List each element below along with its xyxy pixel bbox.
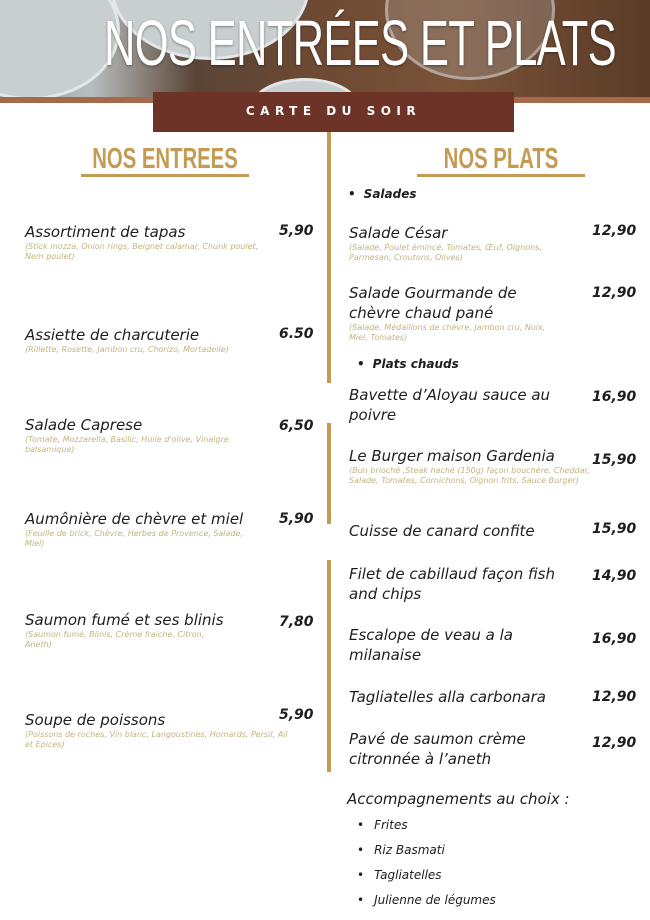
item-desc: (Stick mozza, Onion rings, Beignet calamar, Chunk poulet, Nem poulet): [25, 242, 259, 261]
item-name: Aumônière de chèvre et miel: [25, 510, 244, 528]
item-name: Cuisse de canard confite: [349, 522, 535, 540]
page-title: NOS ENTRÉES ET PLATS: [104, 7, 616, 79]
item-price: 12,90: [592, 735, 637, 751]
item-name: Saumon fumé et ses blinis: [25, 611, 224, 629]
item-price: 15,90: [592, 452, 637, 468]
menu-item: [349, 521, 589, 541]
item-desc: (Tomate, Mozzarella, Basilic, Huile d'olive, Vinaigre balsamique): [25, 435, 229, 454]
subheading-salades: • Salades: [348, 187, 417, 201]
item-name: Salade Gourmande de chèvre chaud pané: [349, 284, 517, 322]
menu-item: [25, 710, 290, 750]
plats-heading: NOS PLATS: [417, 144, 585, 177]
item-price: 16,90: [592, 631, 637, 647]
item-price: 6.50: [279, 326, 314, 342]
side-item: • Frites: [357, 818, 408, 832]
item-price: 12,90: [592, 223, 637, 239]
item-desc: (Saumon fumé, Blinis, Crème fraiche, Citron, Aneth): [25, 630, 205, 649]
menu-item: [25, 610, 255, 650]
menu-item: [349, 385, 574, 425]
divider: [327, 423, 331, 524]
menu-item: [349, 729, 569, 769]
item-desc: (Poissons de roches, Vin blanc, Langoustines, Homards, Persil, Ail et Epices): [25, 730, 288, 749]
entrees-heading: NOS ENTREES: [81, 144, 249, 177]
item-name: Soupe de poissons: [25, 711, 166, 729]
menu-item: [25, 325, 285, 355]
divider: [327, 132, 331, 383]
item-name: Salade Caprese: [25, 416, 143, 434]
item-price: 12,90: [592, 689, 637, 705]
menu-item: [349, 564, 559, 604]
item-name: Le Burger maison Gardenia: [349, 447, 555, 465]
item-name: Escalope de veau a la milanaise: [349, 626, 514, 664]
menu-item: [349, 283, 549, 343]
item-name: Filet de cabillaud façon fish and chips: [349, 565, 555, 603]
item-name: Pavé de saumon crème citronnée à l’aneth: [349, 730, 526, 768]
side-item: • Tagliatelles: [357, 868, 442, 882]
menu-item: [349, 625, 549, 665]
item-name: Tagliatelles alla carbonara: [349, 688, 546, 706]
item-desc: (Rillette, Rosette, Jambon cru, Chorizo, Mortadelle): [25, 345, 229, 354]
side-item: • Riz Basmati: [357, 843, 445, 857]
item-name: Salade César: [349, 224, 448, 242]
item-price: 15,90: [592, 521, 637, 537]
plate-image: [0, 0, 120, 98]
item-name: Assiette de charcuterie: [25, 326, 200, 344]
item-price: 5,90: [279, 707, 314, 723]
subheading-plats-chauds: • Plats chauds: [357, 357, 459, 371]
item-price: 5,90: [279, 223, 314, 239]
item-desc: (Salade, Médaillons de chèvre, Jambon cru, Noix, Miel, Tomates): [349, 323, 546, 342]
item-price: 6,50: [279, 418, 314, 434]
item-price: 12,90: [592, 285, 637, 301]
item-price: 14,90: [592, 568, 637, 584]
item-desc: (Feuille de brick, Chèvre, Herbes de Provence, Salade, Miel): [25, 529, 243, 548]
header-photo: [0, 0, 650, 98]
menu-item: [25, 509, 275, 549]
menu-item: [349, 223, 549, 263]
menu-item: [25, 222, 275, 262]
item-price: 7,80: [279, 614, 314, 630]
menu-item: [349, 446, 599, 486]
menu-item: [25, 415, 245, 455]
item-name: Assortiment de tapas: [25, 223, 186, 241]
item-desc: (Bun brioché ,Steak haché (150g) façon bouchère, Cheddar, Salade, Tomates, Cornichons, Oignon frits, Sauce Burger): [349, 466, 590, 485]
item-name: Bavette d’Aloyau sauce au poivre: [349, 386, 551, 424]
side-item: • Julienne de légumes: [357, 893, 496, 907]
divider: [327, 560, 331, 772]
item-price: 5,90: [279, 511, 314, 527]
menu-item: [349, 687, 589, 707]
item-desc: (Salade, Poulet émincé, Tomates, Œuf, Oignons, Parmesan, Croutons, Olives): [349, 243, 542, 262]
accompagnements-heading: Accompagnements au choix :: [347, 790, 570, 808]
item-price: 16,90: [592, 389, 637, 405]
carte-du-soir-banner: CARTE DU SOIR: [153, 92, 514, 132]
